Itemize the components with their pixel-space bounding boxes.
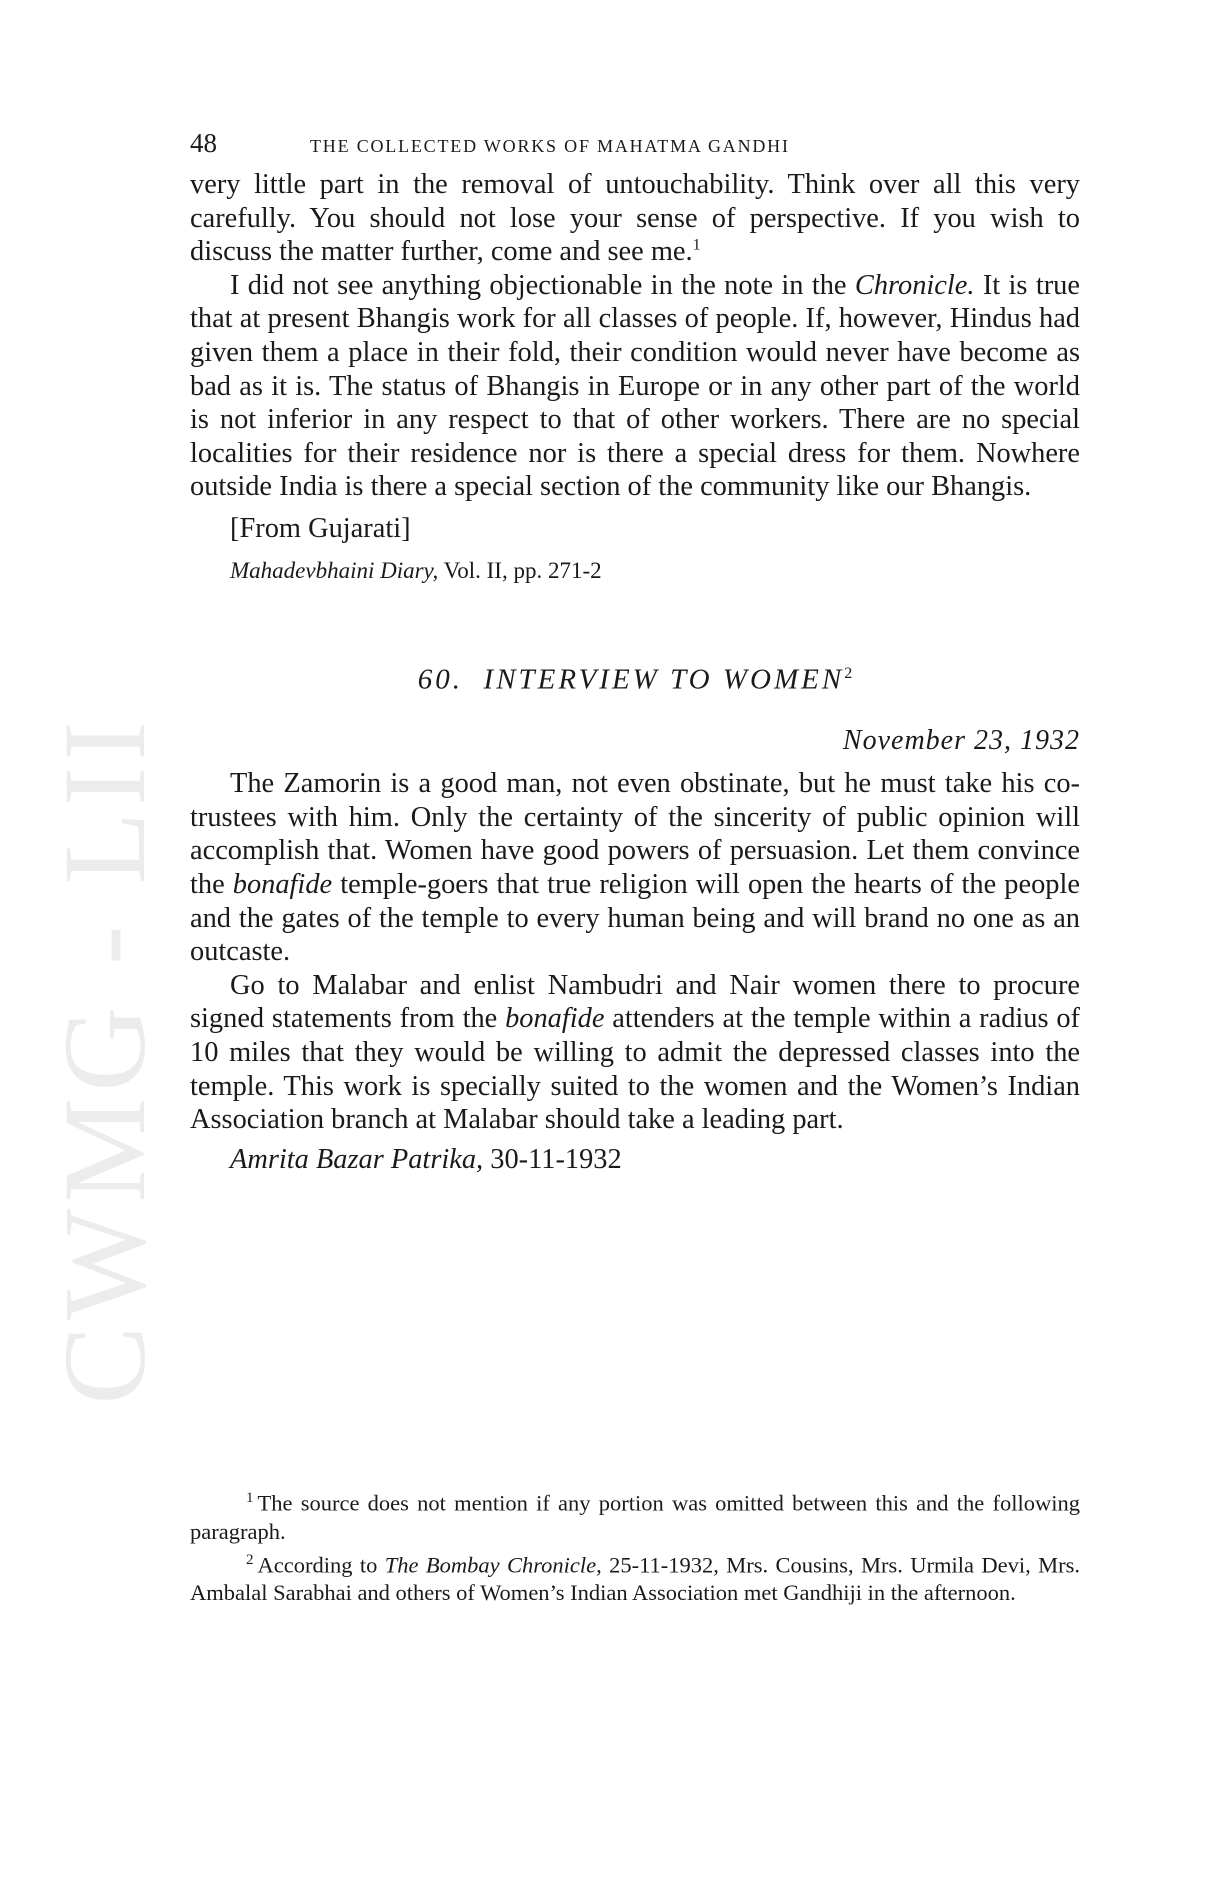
header-title: THE COLLECTED WORKS OF MAHATMA GANDHI xyxy=(310,136,790,156)
footnote-reference[interactable]: 1 xyxy=(692,236,701,254)
footnote-mark: 2 xyxy=(246,1551,254,1568)
footnote-mark: 1 xyxy=(246,1490,254,1506)
footnote-reference[interactable]: 2 xyxy=(844,664,853,682)
footnote-text: According to xyxy=(257,1552,378,1577)
footnote xyxy=(190,1484,1080,1546)
paragraph xyxy=(190,969,1080,1137)
citation-detail: Vol. II, pp. 271-2 xyxy=(443,557,602,583)
page-number: 48 xyxy=(190,128,217,158)
footnote-italic: The Bombay Chronicle, xyxy=(384,1552,602,1577)
paragraph-text: attenders at the temple within a radius of 10 miles that they would be willing to admit the depressed classes into the temple. This work is specially suited to the women and the Women’s Indian Association branch at Malabar should take a leading part. xyxy=(190,1003,1080,1136)
paragraph-text: The Zamorin is a good man, not even obstinate, but he must take his co-trustees with him. Only the certainty of the sincerity of public opinion will accomplish that. Women have good powers of persuasion. Let them convince the xyxy=(190,768,1080,900)
footnote xyxy=(190,1546,1080,1608)
paragraph-text: I did not see anything objectionable in the note in the xyxy=(230,269,847,301)
citation-title: Amrita Bazar Patrika, xyxy=(230,1143,484,1175)
page-body xyxy=(190,128,1080,1176)
citation-title: Mahadevbhaini Diary, xyxy=(230,557,439,583)
footnote-text: 25-11-1932, Mrs. Cousins, Mrs. Urmila Devi, Mrs. Ambalal Sarabhai and others of Women’s Indian Association met Gandhiji in the afternoon. xyxy=(190,1552,1081,1605)
citation xyxy=(230,556,1080,586)
citation-detail: 30-11-1932 xyxy=(490,1143,622,1175)
running-head xyxy=(190,128,1080,168)
watermark: CWMG - LII xyxy=(39,715,170,1405)
italic-text: bonafide xyxy=(505,1003,605,1035)
italic-text: bonafide xyxy=(232,868,333,900)
section-number: 60. xyxy=(417,663,464,696)
paragraph-text: Go to Malabar and enlist Nambudri and Nair women there to procure signed statements from the xyxy=(190,969,1080,1035)
footnotes xyxy=(190,1484,1080,1607)
paragraph-text: It is true that at present Bhangis work for all classes of people. If, however, Hindus had given them a place in their fold, their condition would never have become as bad as it is. The status of Bhangis in Europe or in any other part of the world is not inferior in any respect to that of other workers. There are no special localities for their residence nor is there a special dress for them. Nowhere outside India is there a special section of the community like our Bhangis. xyxy=(190,269,1080,503)
italic-text: Chronicle. xyxy=(854,269,975,301)
paragraph-text: very little part in the removal of untouchability. Think over all this very carefully. You should not lose your sense of perspective. If you wish to discuss the matter further, come and see me. xyxy=(190,169,1080,268)
paragraph xyxy=(190,269,1080,504)
dateline: November 23, 1932 xyxy=(842,725,1080,757)
paragraph-text: temple-goers that true religion will open the hearts of the people and the gates of the temple to every human being and will brand no one as an outcaste. xyxy=(190,868,1080,968)
paragraph xyxy=(190,168,1080,269)
paragraph xyxy=(190,767,1080,969)
section-heading: INTERVIEW TO WOMEN xyxy=(483,663,845,696)
footnote-text: The source does not mention if any portion was omitted between this and the following paragraph. xyxy=(190,1490,1080,1544)
citation xyxy=(230,1143,1080,1177)
section-title xyxy=(190,654,1080,700)
source-note: [From Gujarati] xyxy=(230,512,411,544)
